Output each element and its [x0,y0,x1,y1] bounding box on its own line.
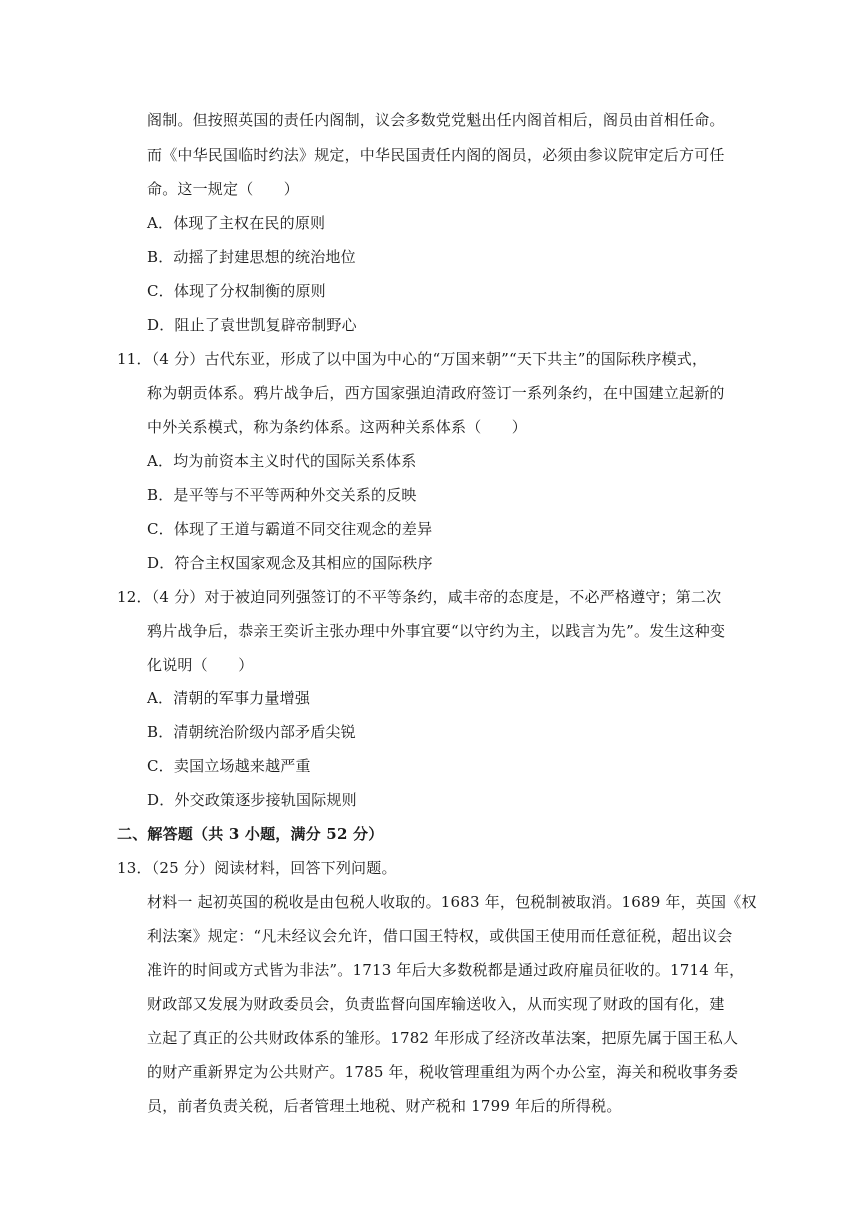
q13-material-line-4: 财政部又发展为财政委员会，负责监督向国库输送收入，从而实现了财政的国有化，建 [147,995,725,1013]
q12-option-b: B．清朝统治阶级内部矛盾尖锐 [147,723,356,741]
q11-option-a: A．均为前资本主义时代的国际关系体系 [147,452,417,470]
q11-line-3: 中外关系模式，称为条约体系。这两种关系体系（ ） [147,418,528,436]
q11-option-c: C．体现了王道与霸道不同交往观念的差异 [147,520,433,538]
section-heading: 二、解答题（共 3 小题，满分 52 分） [117,825,384,843]
q11-line-2: 称为朝贡体系。鸦片战争后，西方国家强迫清政府签订一系列条约，在中国建立起新的 [147,384,725,402]
q12-option-d: D．外交政策逐步接轨国际规则 [147,791,357,809]
q13-material-line-7: 员，前者负责关税，后者管理土地税、财产税和 1799 年后的所得税。 [147,1097,622,1115]
q13-material-line-1: 材料一 起初英国的税收是由包税人收取的。1683 年，包税制被取消。1689 年，英国《权 [147,893,757,911]
q12-line-1: 12．（4 分）对于被迫同列强签订的不平等条约，咸丰帝的态度是，不必严格遵守；第二次 [117,588,722,606]
q10-option-c: C．体现了分权制衡的原则 [147,282,326,300]
q11-option-b: B．是平等与不平等两种外交关系的反映 [147,486,417,504]
q10-option-b: B．动摇了封建思想的统治地位 [147,248,356,266]
q12-line-2: 鸦片战争后，恭亲王奕䜣主张办理中外事宜要“以守约为主，以践言为先”。发生这种变 [147,622,726,640]
q10-line-3: 命。这一规定（ ） [147,180,300,198]
q13-material-line-3: 准许的时间或方式皆为非法”。1713 年后大多数税都是通过政府雇员征收的。1714 年， [147,961,745,979]
q10-line-2: 而《中华民国临时约法》规定，中华民国责任内阁的阁员，必须由参议院审定后方可任 [147,146,725,164]
q12-option-a: A．清朝的军事力量增强 [147,689,311,707]
q11-line-1: 11．（4 分）古代东亚，形成了以中国为中心的“万国来朝”“天下共主”的国际秩序模式， [117,350,708,368]
q13-material-line-5: 立起了真正的公共财政体系的雏形。1782 年形成了经济改革法案，把原先属于国王私人 [147,1029,739,1047]
q10-option-d: D．阻止了袁世凯复辟帝制野心 [147,316,357,334]
q13-material-line-2: 利法案》规定：“凡未经议会允许，借口国王特权，或供国王使用而任意征税，超出议会 [147,927,733,945]
q12-option-c: C．卖国立场越来越严重 [147,757,311,775]
q10-line-1: 阁制。但按照英国的责任内阁制，议会多数党党魁出任内阁首相后，阁员由首相任命。 [147,111,725,129]
q13-stem: 13．（25 分）阅读材料，回答下列问题。 [117,859,397,877]
q13-material-line-6: 的财产重新界定为公共财产。1785 年，税收管理重组为两个办公室，海关和税收事务委 [147,1063,739,1081]
q12-line-3: 化说明（ ） [147,656,254,674]
q10-option-a: A．体现了主权在民的原则 [147,214,326,232]
q11-option-d: D．符合主权国家观念及其相应的国际秩序 [147,554,433,572]
